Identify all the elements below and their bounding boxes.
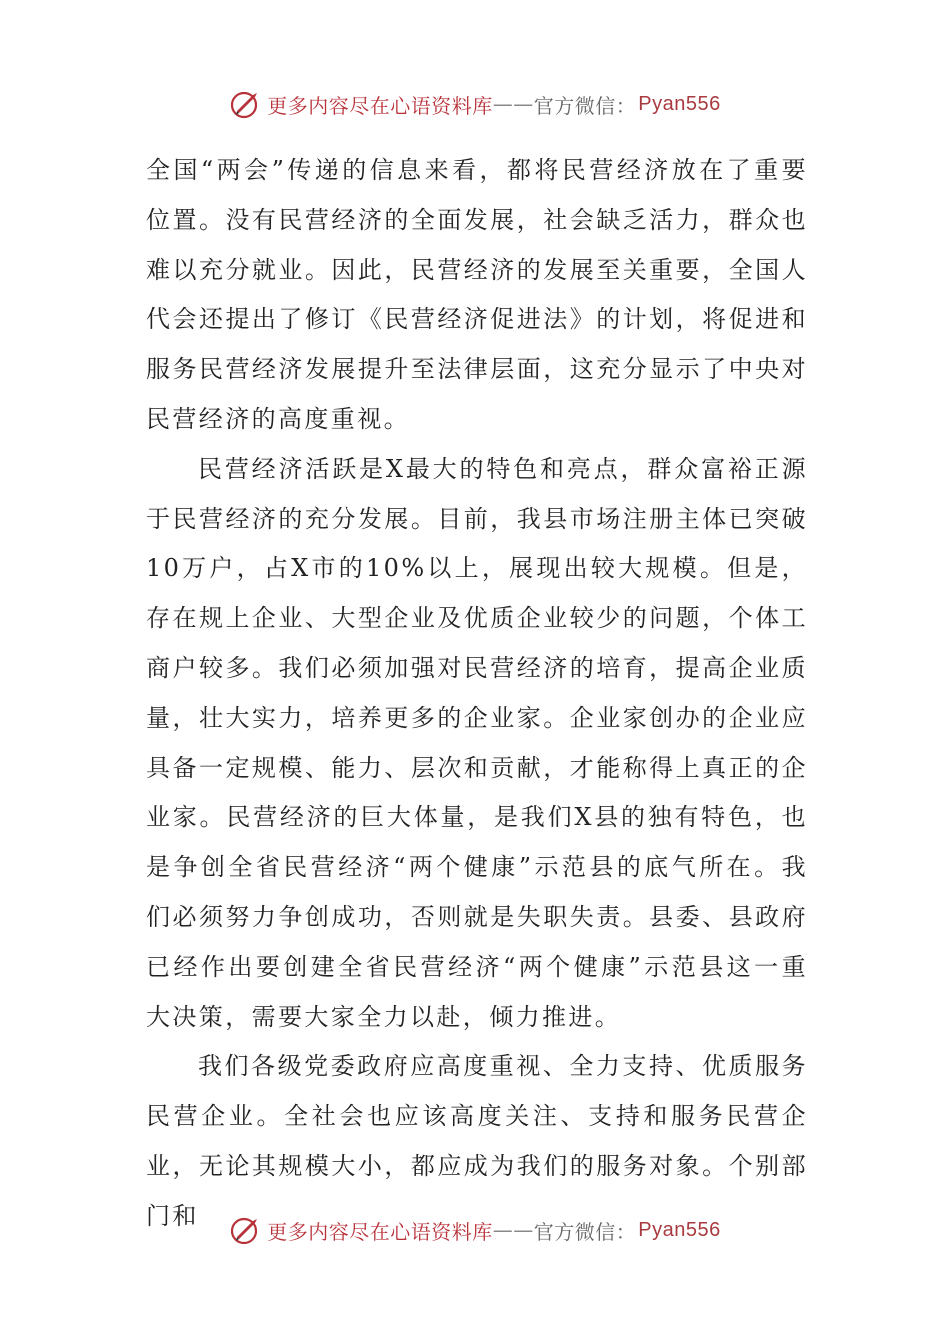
- footer-banner: [0, 1210, 950, 1250]
- pen-circle-logo-icon: [229, 1213, 263, 1247]
- footer-wechat-label: 官方微信：: [533, 1219, 637, 1244]
- paragraph-1: 全国“两会”传递的信息来看，都将民营经济放在了重要位置。没有民营经济的全面发展，社会缺乏活力，群众也难以充分就业。因此，民营经济的发展至关重要，全国人代会还提出了修订《民营经济促进法》的计划，将促进和服务民营经济发展提升至法律层面，这充分显示了中央对民营经济的高度重视。: [146, 156, 808, 433]
- footer-wechat-id: Pyan556: [638, 1218, 721, 1241]
- footer-brand-text: 更多内容尽在心语资料库: [267, 1219, 493, 1244]
- paragraph-2: 民营经济活跃是X最大的特色和亮点，群众富裕正源于民营经济的充分发展。目前，我县市场注册主体已突破10万户，占X市的10%以上，展现出较大规模。但是，存在规上企业、大型企业及优质企业较少的问题，个体工商户较多。我们必须加强对民营经济的培育，提高企业质量，壮大实力，培养更多的企业家。企业家创办的企业应具备一定规模、能力、层次和贡献，才能称得上真正的企业家。民营经济的巨大体量，是我们X县的独有特色，也是争创全省民营经济“两个健康”示范县的底气所在。我们必须努力争创成功，否则就是失职失责。县委、县政府已经作出要创建全省民营经济“两个健康”示范县这一重大决策，需要大家全力以赴，倾力推进。: [146, 454, 808, 1031]
- paragraph-3: 我们各级党委政府应高度重视、全力支持、优质服务民营企业。全社会也应该高度关注、支持和服务民营企业，无论其规模大小，都应成为我们的服务对象。个别部门和: [146, 1052, 808, 1230]
- document-body: [146, 146, 808, 1242]
- pen-circle-logo-icon: [229, 87, 263, 121]
- footer-separator: ——: [492, 1218, 534, 1242]
- header-wechat-label: 官方微信：: [533, 93, 637, 118]
- header-separator: ——: [492, 92, 534, 116]
- header-brand-text: 更多内容尽在心语资料库: [267, 93, 493, 118]
- header-wechat-id: Pyan556: [638, 92, 721, 115]
- header-banner: [0, 84, 950, 124]
